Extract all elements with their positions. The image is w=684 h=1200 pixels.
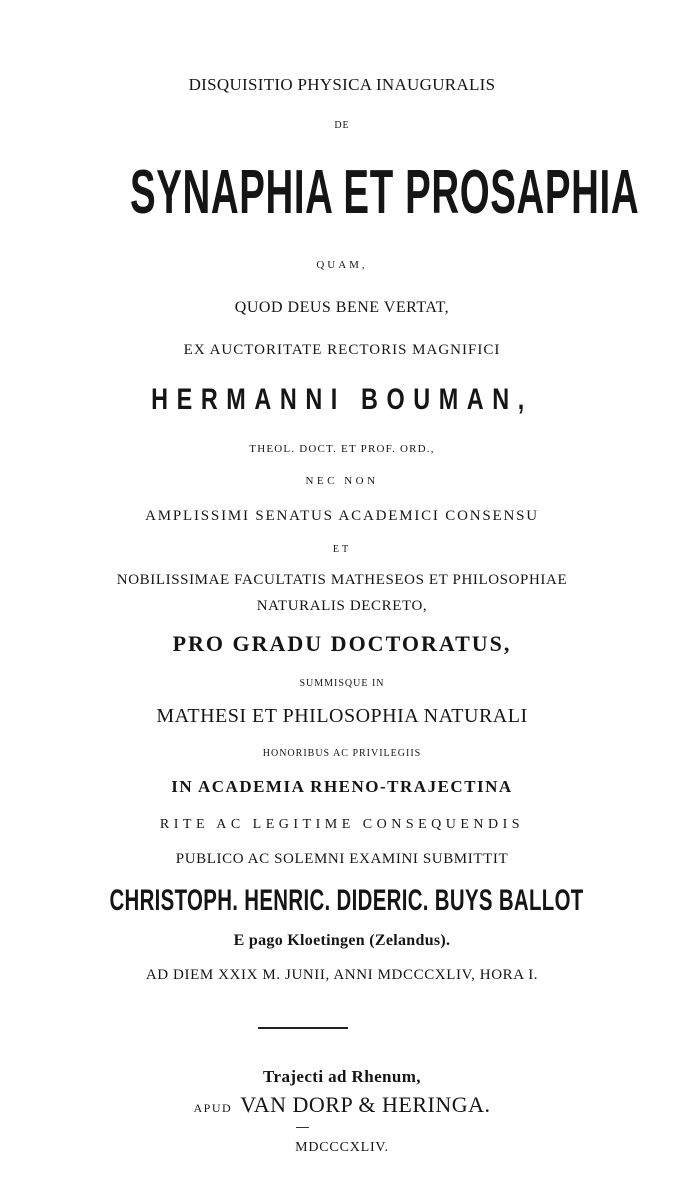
et-line: ET: [332, 544, 352, 555]
consequendis-line: RITE AC LEGITIME CONSEQUENDIS: [159, 817, 525, 832]
subject-line: MATHESI ET PHILOSOPHIA NATURALI: [156, 705, 528, 727]
divider-rule: [258, 1027, 348, 1029]
academy-line: IN ACADEMIA RHENO-TRAJECTINA: [171, 777, 513, 796]
imprint-apud: APUD: [193, 1101, 233, 1115]
rector-title: THEOL. DOCT. ET PROF. ORD.,: [249, 443, 435, 455]
imprint-year: MDCCCXLIV.: [295, 1140, 389, 1155]
honours-line: HONORIBUS AC PRIVILEGIIS: [262, 748, 422, 759]
imprint-publisher: VAN DORP & HERINGA.: [240, 1092, 491, 1117]
examination-date: AD DIEM XXIX M. JUNII, ANNI MDCCCXLIV, HORA I.: [145, 967, 539, 983]
imprint-city: Trajecti ad Rhenum,: [263, 1067, 421, 1086]
authority-line: EX AUCTORITATE RECTORIS MAGNIFICI: [183, 342, 501, 358]
nec-non-line: NEC NON: [305, 475, 379, 487]
imprint-publisher-line: [0, 1094, 684, 1116]
invocation-line: QUOD DEUS BENE VERTAT,: [234, 299, 450, 316]
main-title: SYNAPHIA ET PROSAPHIA: [129, 158, 640, 227]
senate-consent-line: AMPLISSIMI SENATUS ACADEMICI CONSENSU: [145, 508, 539, 524]
preposition-de: DE: [334, 120, 350, 131]
quam-line: QUAM,: [316, 259, 368, 271]
decree-line: NATURALIS DECRETO,: [256, 598, 428, 614]
short-divider: [296, 1127, 309, 1128]
degree-line: PRO GRADU DOCTORATUS,: [172, 631, 512, 656]
author-name: CHRISTOPH. HENRIC. DIDERIC. BUYS BALLOT: [109, 884, 584, 917]
rector-name: HERMANNI BOUMAN,: [151, 383, 533, 416]
thesis-type: DISQUISITIO PHYSICA INAUGURALIS: [188, 75, 496, 94]
submission-line: PUBLICO AC SOLEMNI EXAMINI SUBMITTIT: [175, 851, 509, 867]
summisque-line: SUMMISQUE IN: [299, 678, 385, 689]
author-origin: E pago Kloetingen (Zelandus).: [233, 932, 451, 949]
faculty-line: NOBILISSIMAE FACULTATIS MATHESEOS ET PHILOSOPHIAE: [116, 572, 568, 588]
